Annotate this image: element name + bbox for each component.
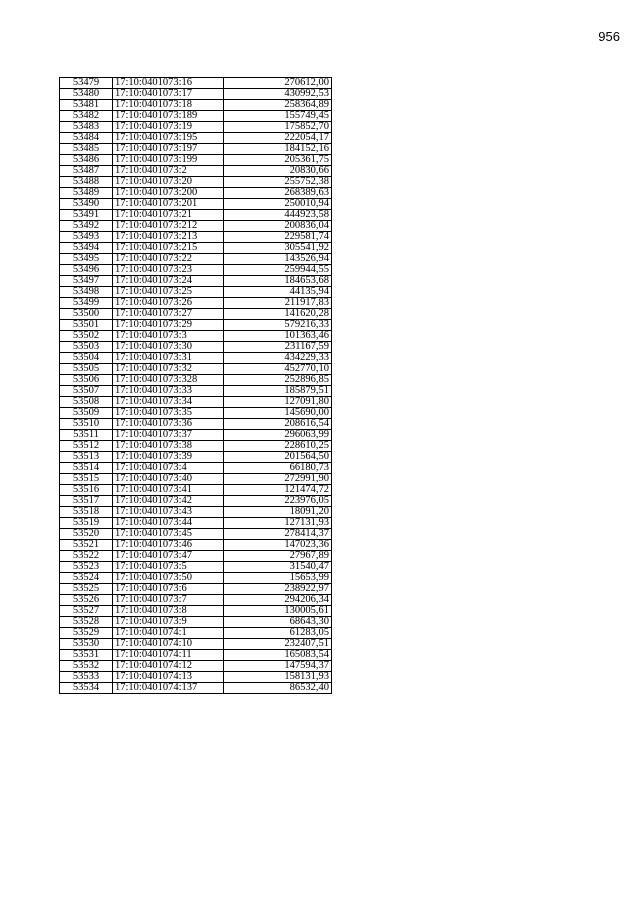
table-row (60, 518, 332, 529)
cadastral-number-cell: 17:10:0401073:19 (113, 122, 224, 133)
cadastral-value-cell: 61283,05 (224, 628, 332, 639)
table-row (60, 100, 332, 111)
cadastral-value-cell: 165083,54 (224, 650, 332, 661)
table-row (60, 122, 332, 133)
row-number-cell: 53507 (60, 386, 113, 397)
cadastral-number-cell: 17:10:0401073:201 (113, 199, 224, 210)
cadastral-number-cell: 17:10:0401073:4 (113, 463, 224, 474)
cadastral-number-cell: 17:10:0401073:22 (113, 254, 224, 265)
row-number-cell: 53491 (60, 210, 113, 221)
row-number-cell: 53517 (60, 496, 113, 507)
row-number-cell: 53532 (60, 661, 113, 672)
cadastral-number-cell: 17:10:0401073:47 (113, 551, 224, 562)
row-number-cell: 53488 (60, 177, 113, 188)
cadastral-value-cell: 268389,63 (224, 188, 332, 199)
table-row (60, 320, 332, 331)
cadastral-number-cell: 17:10:0401073:30 (113, 342, 224, 353)
row-number-cell: 53531 (60, 650, 113, 661)
table-row (60, 485, 332, 496)
cadastral-number-cell: 17:10:0401073:27 (113, 309, 224, 320)
row-number-cell: 53504 (60, 353, 113, 364)
cadastral-value-cell: 141620,28 (224, 309, 332, 320)
row-number-cell: 53513 (60, 452, 113, 463)
cadastral-value-cell: 296063,99 (224, 430, 332, 441)
cadastral-number-cell: 17:10:0401074:1 (113, 628, 224, 639)
cadastral-number-cell: 17:10:0401073:189 (113, 111, 224, 122)
row-number-cell: 53498 (60, 287, 113, 298)
cadastral-value-cell: 223976,05 (224, 496, 332, 507)
cadastral-number-cell: 17:10:0401073:32 (113, 364, 224, 375)
cadastral-value-cell: 18091,20 (224, 507, 332, 518)
cadastre-value-table (59, 77, 332, 694)
cadastral-number-cell: 17:10:0401073:23 (113, 265, 224, 276)
cadastral-number-cell: 17:10:0401073:18 (113, 100, 224, 111)
row-number-cell: 53494 (60, 243, 113, 254)
row-number-cell: 53522 (60, 551, 113, 562)
cadastral-number-cell: 17:10:0401073:44 (113, 518, 224, 529)
table-row (60, 133, 332, 144)
table-row (60, 628, 332, 639)
cadastral-value-cell: 101363,46 (224, 331, 332, 342)
cadastral-number-cell: 17:10:0401073:7 (113, 595, 224, 606)
row-number-cell: 53509 (60, 408, 113, 419)
row-number-cell: 53523 (60, 562, 113, 573)
table-row (60, 408, 332, 419)
cadastral-number-cell: 17:10:0401073:21 (113, 210, 224, 221)
cadastral-value-cell: 127091,80 (224, 397, 332, 408)
cadastral-number-cell: 17:10:0401073:40 (113, 474, 224, 485)
row-number-cell: 53486 (60, 155, 113, 166)
row-number-cell: 53519 (60, 518, 113, 529)
cadastral-value-cell: 208616,54 (224, 419, 332, 430)
row-number-cell: 53520 (60, 529, 113, 540)
row-number-cell: 53480 (60, 89, 113, 100)
row-number-cell: 53512 (60, 441, 113, 452)
table-row (60, 243, 332, 254)
cadastral-number-cell: 17:10:0401073:35 (113, 408, 224, 419)
cadastral-value-cell: 579216,33 (224, 320, 332, 331)
table-row (60, 595, 332, 606)
cadastral-number-cell: 17:10:0401074:13 (113, 672, 224, 683)
cadastral-value-cell: 452770,10 (224, 364, 332, 375)
row-number-cell: 53530 (60, 639, 113, 650)
cadastral-value-cell: 147023,36 (224, 540, 332, 551)
table-row (60, 188, 332, 199)
cadastral-value-cell: 255752,38 (224, 177, 332, 188)
cadastral-number-cell: 17:10:0401073:50 (113, 573, 224, 584)
row-number-cell: 53482 (60, 111, 113, 122)
cadastral-number-cell: 17:10:0401073:8 (113, 606, 224, 617)
row-number-cell: 53506 (60, 375, 113, 386)
row-number-cell: 53534 (60, 683, 113, 694)
cadastral-value-cell: 434229,33 (224, 353, 332, 364)
table-row (60, 683, 332, 694)
cadastral-number-cell: 17:10:0401073:17 (113, 89, 224, 100)
table-row (60, 177, 332, 188)
cadastral-value-cell: 15653,99 (224, 573, 332, 584)
cadastral-number-cell: 17:10:0401073:195 (113, 133, 224, 144)
table-row (60, 309, 332, 320)
cadastral-number-cell: 17:10:0401073:46 (113, 540, 224, 551)
table-row (60, 650, 332, 661)
row-number-cell: 53525 (60, 584, 113, 595)
row-number-cell: 53508 (60, 397, 113, 408)
cadastral-number-cell: 17:10:0401073:212 (113, 221, 224, 232)
cadastral-number-cell: 17:10:0401073:29 (113, 320, 224, 331)
cadastral-number-cell: 17:10:0401073:6 (113, 584, 224, 595)
cadastral-value-cell: 430992,53 (224, 89, 332, 100)
row-number-cell: 53515 (60, 474, 113, 485)
table-row (60, 210, 332, 221)
cadastral-value-cell: 270612,00 (224, 78, 332, 89)
table-row (60, 342, 332, 353)
cadastral-value-cell: 211917,83 (224, 298, 332, 309)
table-row (60, 562, 332, 573)
table-row (60, 551, 332, 562)
cadastral-value-cell: 145690,00 (224, 408, 332, 419)
cadastral-number-cell: 17:10:0401074:137 (113, 683, 224, 694)
table-row (60, 232, 332, 243)
table-row (60, 89, 332, 100)
row-number-cell: 53527 (60, 606, 113, 617)
row-number-cell: 53485 (60, 144, 113, 155)
row-number-cell: 53510 (60, 419, 113, 430)
cadastral-number-cell: 17:10:0401073:39 (113, 452, 224, 463)
cadastral-number-cell: 17:10:0401073:43 (113, 507, 224, 518)
table-row (60, 617, 332, 628)
cadastral-value-cell: 44135,94 (224, 287, 332, 298)
cadastral-number-cell: 17:10:0401073:197 (113, 144, 224, 155)
cadastral-value-cell: 444923,58 (224, 210, 332, 221)
cadastral-number-cell: 17:10:0401073:34 (113, 397, 224, 408)
cadastral-value-cell: 205361,75 (224, 155, 332, 166)
row-number-cell: 53518 (60, 507, 113, 518)
cadastral-number-cell: 17:10:0401073:328 (113, 375, 224, 386)
cadastral-value-cell: 222054,17 (224, 133, 332, 144)
table-body (60, 78, 332, 694)
row-number-cell: 53502 (60, 331, 113, 342)
cadastral-number-cell: 17:10:0401073:215 (113, 243, 224, 254)
cadastral-value-cell: 258364,89 (224, 100, 332, 111)
cadastral-value-cell: 259944,55 (224, 265, 332, 276)
row-number-cell: 53526 (60, 595, 113, 606)
cadastral-number-cell: 17:10:0401073:41 (113, 485, 224, 496)
row-number-cell: 53528 (60, 617, 113, 628)
table-row (60, 474, 332, 485)
cadastral-value-cell: 184152,16 (224, 144, 332, 155)
cadastral-number-cell: 17:10:0401073:26 (113, 298, 224, 309)
table-row (60, 276, 332, 287)
cadastral-number-cell: 17:10:0401073:9 (113, 617, 224, 628)
row-number-cell: 53500 (60, 309, 113, 320)
table-row (60, 155, 332, 166)
table-row (60, 441, 332, 452)
cadastral-number-cell: 17:10:0401074:10 (113, 639, 224, 650)
row-number-cell: 53505 (60, 364, 113, 375)
table-row (60, 639, 332, 650)
table-row (60, 606, 332, 617)
table-row (60, 287, 332, 298)
table-row (60, 375, 332, 386)
table-row (60, 331, 332, 342)
cadastral-number-cell: 17:10:0401073:5 (113, 562, 224, 573)
row-number-cell: 53483 (60, 122, 113, 133)
table-row (60, 298, 332, 309)
table-row (60, 573, 332, 584)
cadastral-value-cell: 121474,72 (224, 485, 332, 496)
table-row (60, 353, 332, 364)
cadastral-value-cell: 232407,51 (224, 639, 332, 650)
table-row (60, 166, 332, 177)
cadastral-value-cell: 294206,34 (224, 595, 332, 606)
cadastral-value-cell: 184653,68 (224, 276, 332, 287)
page-number: 956 (598, 29, 620, 44)
cadastral-value-cell: 238922,97 (224, 584, 332, 595)
table-row (60, 496, 332, 507)
cadastral-number-cell: 17:10:0401073:38 (113, 441, 224, 452)
table-row (60, 111, 332, 122)
table-row (60, 386, 332, 397)
row-number-cell: 53493 (60, 232, 113, 243)
cadastral-number-cell: 17:10:0401073:3 (113, 331, 224, 342)
row-number-cell: 53479 (60, 78, 113, 89)
row-number-cell: 53529 (60, 628, 113, 639)
row-number-cell: 53514 (60, 463, 113, 474)
cadastral-value-cell: 20830,66 (224, 166, 332, 177)
cadastral-number-cell: 17:10:0401073:20 (113, 177, 224, 188)
cadastral-number-cell: 17:10:0401074:11 (113, 650, 224, 661)
cadastral-value-cell: 127131,93 (224, 518, 332, 529)
cadastral-number-cell: 17:10:0401073:25 (113, 287, 224, 298)
cadastral-value-cell: 272991,90 (224, 474, 332, 485)
cadastral-number-cell: 17:10:0401073:2 (113, 166, 224, 177)
cadastral-value-cell: 27967,89 (224, 551, 332, 562)
row-number-cell: 53492 (60, 221, 113, 232)
table-row (60, 529, 332, 540)
table-row (60, 672, 332, 683)
table-row (60, 540, 332, 551)
cadastral-number-cell: 17:10:0401073:45 (113, 529, 224, 540)
cadastral-value-cell: 228610,25 (224, 441, 332, 452)
row-number-cell: 53484 (60, 133, 113, 144)
cadastral-number-cell: 17:10:0401073:24 (113, 276, 224, 287)
table-row (60, 463, 332, 474)
table-row (60, 221, 332, 232)
table-row (60, 364, 332, 375)
table-row (60, 584, 332, 595)
table-row (60, 661, 332, 672)
cadastral-number-cell: 17:10:0401073:36 (113, 419, 224, 430)
cadastral-value-cell: 68643,30 (224, 617, 332, 628)
row-number-cell: 53501 (60, 320, 113, 331)
row-number-cell: 53521 (60, 540, 113, 551)
cadastral-number-cell: 17:10:0401073:37 (113, 430, 224, 441)
table-row (60, 452, 332, 463)
cadastral-value-cell: 278414,37 (224, 529, 332, 540)
row-number-cell: 53489 (60, 188, 113, 199)
cadastral-value-cell: 185879,51 (224, 386, 332, 397)
row-number-cell: 53524 (60, 573, 113, 584)
cadastral-number-cell: 17:10:0401073:16 (113, 78, 224, 89)
cadastral-value-cell: 158131,93 (224, 672, 332, 683)
cadastral-value-cell: 130005,61 (224, 606, 332, 617)
table-row (60, 507, 332, 518)
table-row (60, 78, 332, 89)
cadastral-value-cell: 305541,92 (224, 243, 332, 254)
table-row (60, 144, 332, 155)
row-number-cell: 53495 (60, 254, 113, 265)
cadastral-number-cell: 17:10:0401073:33 (113, 386, 224, 397)
cadastral-value-cell: 147594,37 (224, 661, 332, 672)
table-row (60, 265, 332, 276)
cadastral-value-cell: 252896,85 (224, 375, 332, 386)
cadastral-value-cell: 200836,04 (224, 221, 332, 232)
table-row (60, 430, 332, 441)
cadastral-number-cell: 17:10:0401073:199 (113, 155, 224, 166)
table-row (60, 254, 332, 265)
cadastral-number-cell: 17:10:0401073:31 (113, 353, 224, 364)
cadastral-value-cell: 86532,40 (224, 683, 332, 694)
row-number-cell: 53490 (60, 199, 113, 210)
cadastral-value-cell: 229581,74 (224, 232, 332, 243)
cadastral-value-cell: 250010,94 (224, 199, 332, 210)
cadastral-value-cell: 66180,73 (224, 463, 332, 474)
cadastral-value-cell: 175852,70 (224, 122, 332, 133)
row-number-cell: 53481 (60, 100, 113, 111)
cadastral-number-cell: 17:10:0401073:42 (113, 496, 224, 507)
table-row (60, 397, 332, 408)
table-row (60, 199, 332, 210)
row-number-cell: 53487 (60, 166, 113, 177)
cadastral-number-cell: 17:10:0401074:12 (113, 661, 224, 672)
row-number-cell: 53499 (60, 298, 113, 309)
cadastral-number-cell: 17:10:0401073:200 (113, 188, 224, 199)
cadastral-value-cell: 201564,50 (224, 452, 332, 463)
row-number-cell: 53511 (60, 430, 113, 441)
cadastral-number-cell: 17:10:0401073:213 (113, 232, 224, 243)
table-row (60, 419, 332, 430)
row-number-cell: 53533 (60, 672, 113, 683)
row-number-cell: 53497 (60, 276, 113, 287)
row-number-cell: 53496 (60, 265, 113, 276)
cadastral-value-cell: 143526,94 (224, 254, 332, 265)
cadastral-value-cell: 155749,45 (224, 111, 332, 122)
row-number-cell: 53503 (60, 342, 113, 353)
cadastral-value-cell: 31540,47 (224, 562, 332, 573)
row-number-cell: 53516 (60, 485, 113, 496)
cadastral-value-cell: 231167,59 (224, 342, 332, 353)
